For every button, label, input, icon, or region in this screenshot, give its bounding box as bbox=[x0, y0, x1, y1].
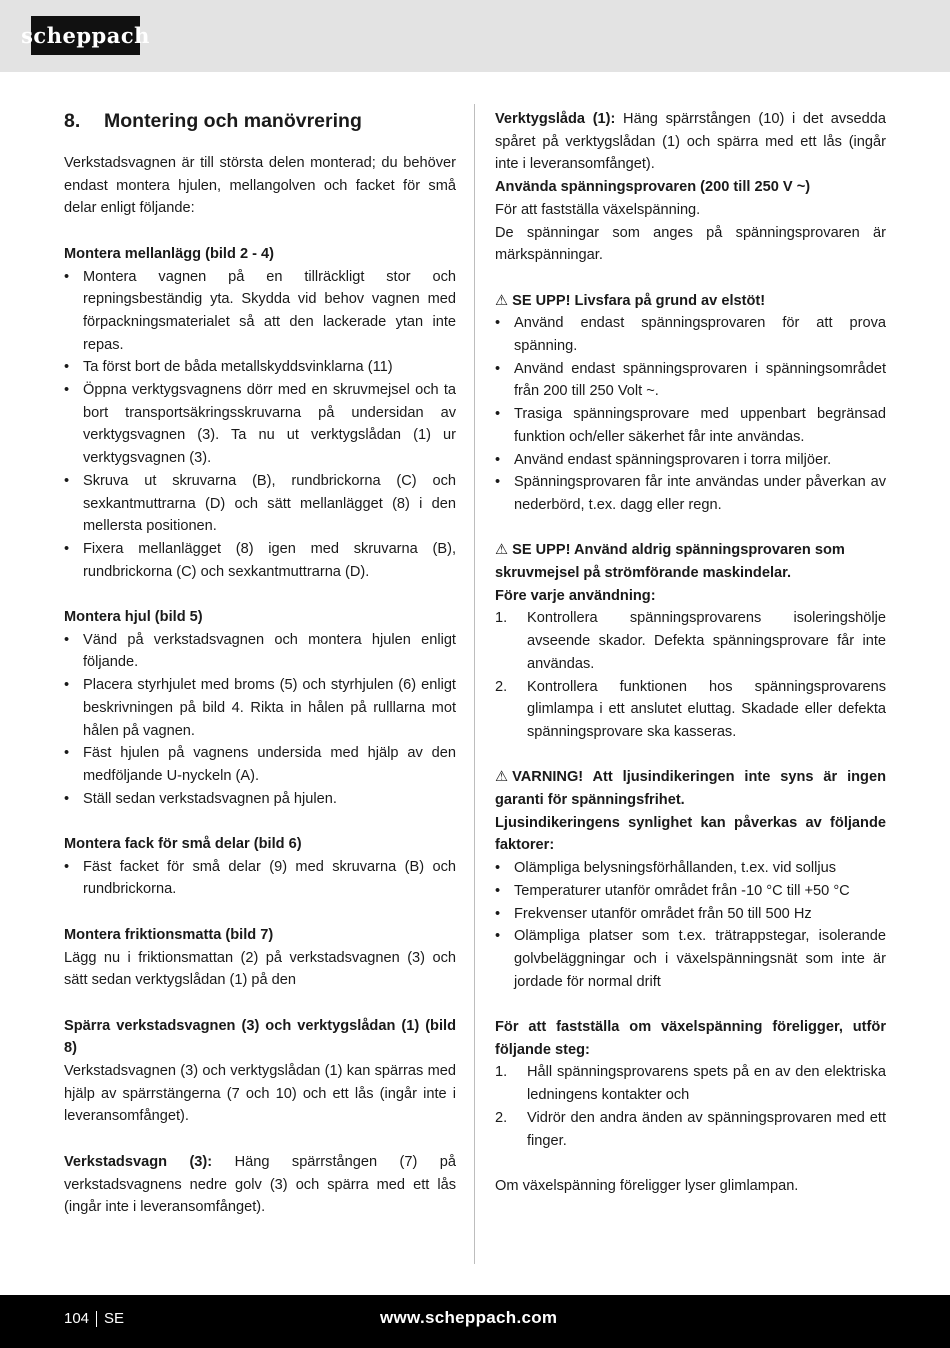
sparra-text: Verkstadsvagnen (3) och verktygslådan (1) kan spärras med hjälp av spärrstängerna (7 och 10) och ett lås (ingår inte i leveransomfånget). bbox=[64, 1063, 456, 1125]
list-item: • Trasiga spänningsprovare med uppenbart begränsad funktion och/eller säkerhet får inte användas. bbox=[495, 403, 886, 448]
list-item: • Vänd på verkstadsvagnen och montera hjulen enligt följande. bbox=[64, 629, 456, 674]
list-item: • Fixera mellanlägget (8) igen med skruvarna (B), rundbrickorna (C) och sexkantmuttrarna (D). bbox=[64, 538, 456, 583]
list-steps bbox=[495, 1061, 886, 1152]
language-code: SE bbox=[104, 1310, 125, 1327]
logo-text: scheppach bbox=[21, 23, 150, 48]
list-item: • Ta först bort de båda metallskyddsvinklarna (11) bbox=[64, 356, 456, 379]
numbered-item: 1. Håll spänningsprovarens spets på en av den elektriska ledningens kontakter och bbox=[495, 1064, 886, 1104]
warning-3 bbox=[495, 766, 886, 811]
verkstadsvagn-lead: Verkstadsvagn (3): bbox=[64, 1153, 213, 1170]
section-heading bbox=[64, 108, 456, 134]
list-item: • Fäst hjulen på vagnens undersida med hjälp av den medföljande U-nyckeln (A). bbox=[64, 742, 456, 787]
closing-text: Om växelspänning föreligger lyser glimlampan. bbox=[495, 1177, 799, 1194]
numbered-item: 1. Kontrollera spänningsprovarens isoleringshölje avseende skador. Defekta spänningsprovare får inte användas. bbox=[495, 610, 886, 672]
warning-triangle-icon: ⚠ bbox=[495, 542, 509, 559]
warning-2-text: SE UPP! Använd aldrig spänningsprovaren som skruvmejsel på strömförande maskindelar. bbox=[495, 542, 845, 582]
verkstadsvagn-text: Häng spärrstången (7) på verkstadsvagnens nedre golv (3) och spärra med ett lås (ingår inte i leveransomfånget). bbox=[64, 1153, 457, 1216]
page-number bbox=[64, 1310, 124, 1327]
verktygslada-text: Häng spärrstången (10) i det avsedda spåret på verktygslådan (1) och spärra med ett lås (ingår inte i leveransomfånget). bbox=[495, 111, 886, 173]
list-hjul bbox=[64, 629, 456, 811]
list-item: • Använd endast spänningsprovaren för att prova spänning. bbox=[495, 312, 886, 357]
list-item: • Olämpliga belysningsförhållanden, t.ex. vid solljus bbox=[495, 857, 886, 880]
subheading-spanningsprovare: Använda spänningsprovaren (200 till 250 V ~) bbox=[495, 179, 811, 196]
list-item: • Använd endast spänningsprovaren i torra miljöer. bbox=[495, 449, 886, 472]
list-item: • Ställ sedan verkstadsvagnen på hjulen. bbox=[64, 788, 456, 811]
subheading-fack: Montera fack för små delar (bild 6) bbox=[64, 836, 302, 853]
list-warning-1 bbox=[495, 312, 886, 516]
spanningsprovare-line1: För att fastställa växelspänning. bbox=[495, 201, 701, 218]
numbered-item: 2. Vidrör den andra änden av spänningsprovaren med ett finger. bbox=[495, 1109, 886, 1149]
warning-triangle-icon: ⚠ bbox=[495, 292, 509, 309]
warning-1 bbox=[495, 290, 886, 313]
separator bbox=[96, 1311, 97, 1327]
subheading-mellanlagg: Montera mellanlägg (bild 2 - 4) bbox=[64, 245, 275, 262]
intro-text: Verkstadsvagnen är till största delen monterad; du behöver endast montera hjulen, mellangolven och facket för små delar enligt följande: bbox=[64, 155, 456, 217]
list-item: • Spänningsprovaren får inte användas under påverkan av nederbörd, t.ex. dagg eller regn. bbox=[495, 471, 886, 516]
verkstadsvagn-paragraph bbox=[64, 1151, 456, 1219]
numbered-item: 2. Kontrollera funktionen hos spänningsprovarens glimlampa i ett anslutet eluttag. Skadade eller defekta spänningsprovare ska kasseras. bbox=[495, 678, 886, 740]
verktygslada-paragraph bbox=[495, 108, 886, 176]
friktionsmatta-text: Lägg nu i friktionsmattan (2) på verkstadsvagnen (3) och sätt sedan verktygslådan (1) på den bbox=[64, 949, 456, 989]
warning-3-subheading: Ljusindikeringens synlighet kan påverkas av följande faktorer: bbox=[495, 814, 886, 854]
list-mellanlagg bbox=[64, 266, 456, 584]
warning-2 bbox=[495, 539, 886, 584]
section-number: 8. bbox=[64, 110, 81, 132]
page-number-value: 104 bbox=[64, 1310, 90, 1327]
list-item: • Frekvenser utanför området från 50 till 500 Hz bbox=[495, 903, 886, 926]
verktygslada-lead: Verktygslåda (1): bbox=[495, 111, 616, 127]
warning-2-subheading: Före varje användning: bbox=[495, 587, 656, 604]
subheading-hjul: Montera hjul (bild 5) bbox=[64, 609, 203, 626]
left-column bbox=[64, 108, 456, 1219]
list-item: • Öppna verktygsvagnens dörr med en skruvmejsel och ta bort transportsäkringsskruvarna på undersidan av verktygsvagnen (3). Ta nu ut verktygslådan (1) ur verktygsvagnen (3). bbox=[64, 379, 456, 470]
list-item: • Använd endast spänningsprovaren i spänningsområdet från 200 till 250 Volt ~. bbox=[495, 358, 886, 403]
list-item: • Skruva ut skruvarna (B), rundbrickorna (C) och sexkantmuttrarna (D) och sätt mellanlägget (8) i den mellersta positionen. bbox=[64, 470, 456, 538]
list-fack bbox=[64, 856, 456, 901]
section-title: Montering och manövrering bbox=[104, 110, 362, 132]
column-divider bbox=[474, 104, 475, 1264]
warning-triangle-icon: ⚠ bbox=[495, 769, 509, 786]
list-item: • Temperaturer utanför området från -10 °C till +50 °C bbox=[495, 880, 886, 903]
warning-3-text: VARNING! Att ljusindikeringen inte syns är ingen garanti för spänningsfrihet. bbox=[495, 769, 886, 809]
website-link[interactable]: www.scheppach.com bbox=[380, 1308, 558, 1327]
footer-bar bbox=[0, 1295, 950, 1348]
brand-logo bbox=[21, 16, 150, 55]
steps-heading: För att fastställa om växelspänning föreligger, utför följande steg: bbox=[495, 1019, 886, 1058]
subheading-friktionsmatta: Montera friktionsmatta (bild 7) bbox=[64, 926, 274, 943]
right-column bbox=[495, 108, 886, 1198]
spanningsprovare-line2: De spänningar som anges på spänningsprovaren är märkspänningar. bbox=[495, 224, 886, 264]
list-item: • Montera vagnen på en tillräckligt stor och repningsbeständig yta. Skydda vid behov vagnen med förpackningsmaterialet så att den lackerade ytan inte repas. bbox=[64, 266, 456, 357]
list-item: • Placera styrhjulet med broms (5) och styrhjulen (6) enligt beskrivningen på bild 4. Rikta in hålen på rulllarna mot hålen på vagnen. bbox=[64, 674, 456, 742]
subheading-sparra: Spärra verkstadsvagnen (3) och verktygslådan (1) (bild 8) bbox=[64, 1017, 456, 1057]
list-item: • Fäst facket för små delar (9) med skruvarna (B) och rundbrickorna. bbox=[64, 856, 456, 901]
header-bar bbox=[0, 0, 950, 72]
warning-1-text: SE UPP! Livsfara på grund av elstöt! bbox=[512, 292, 766, 309]
list-warning-2 bbox=[495, 607, 886, 743]
list-item: • Olämpliga platser som t.ex. trätrappstegar, isolerande golvbeläggningar och i växelspänningsnät som inte är jordade för normal drift bbox=[495, 925, 886, 993]
list-warning-3 bbox=[495, 857, 886, 993]
